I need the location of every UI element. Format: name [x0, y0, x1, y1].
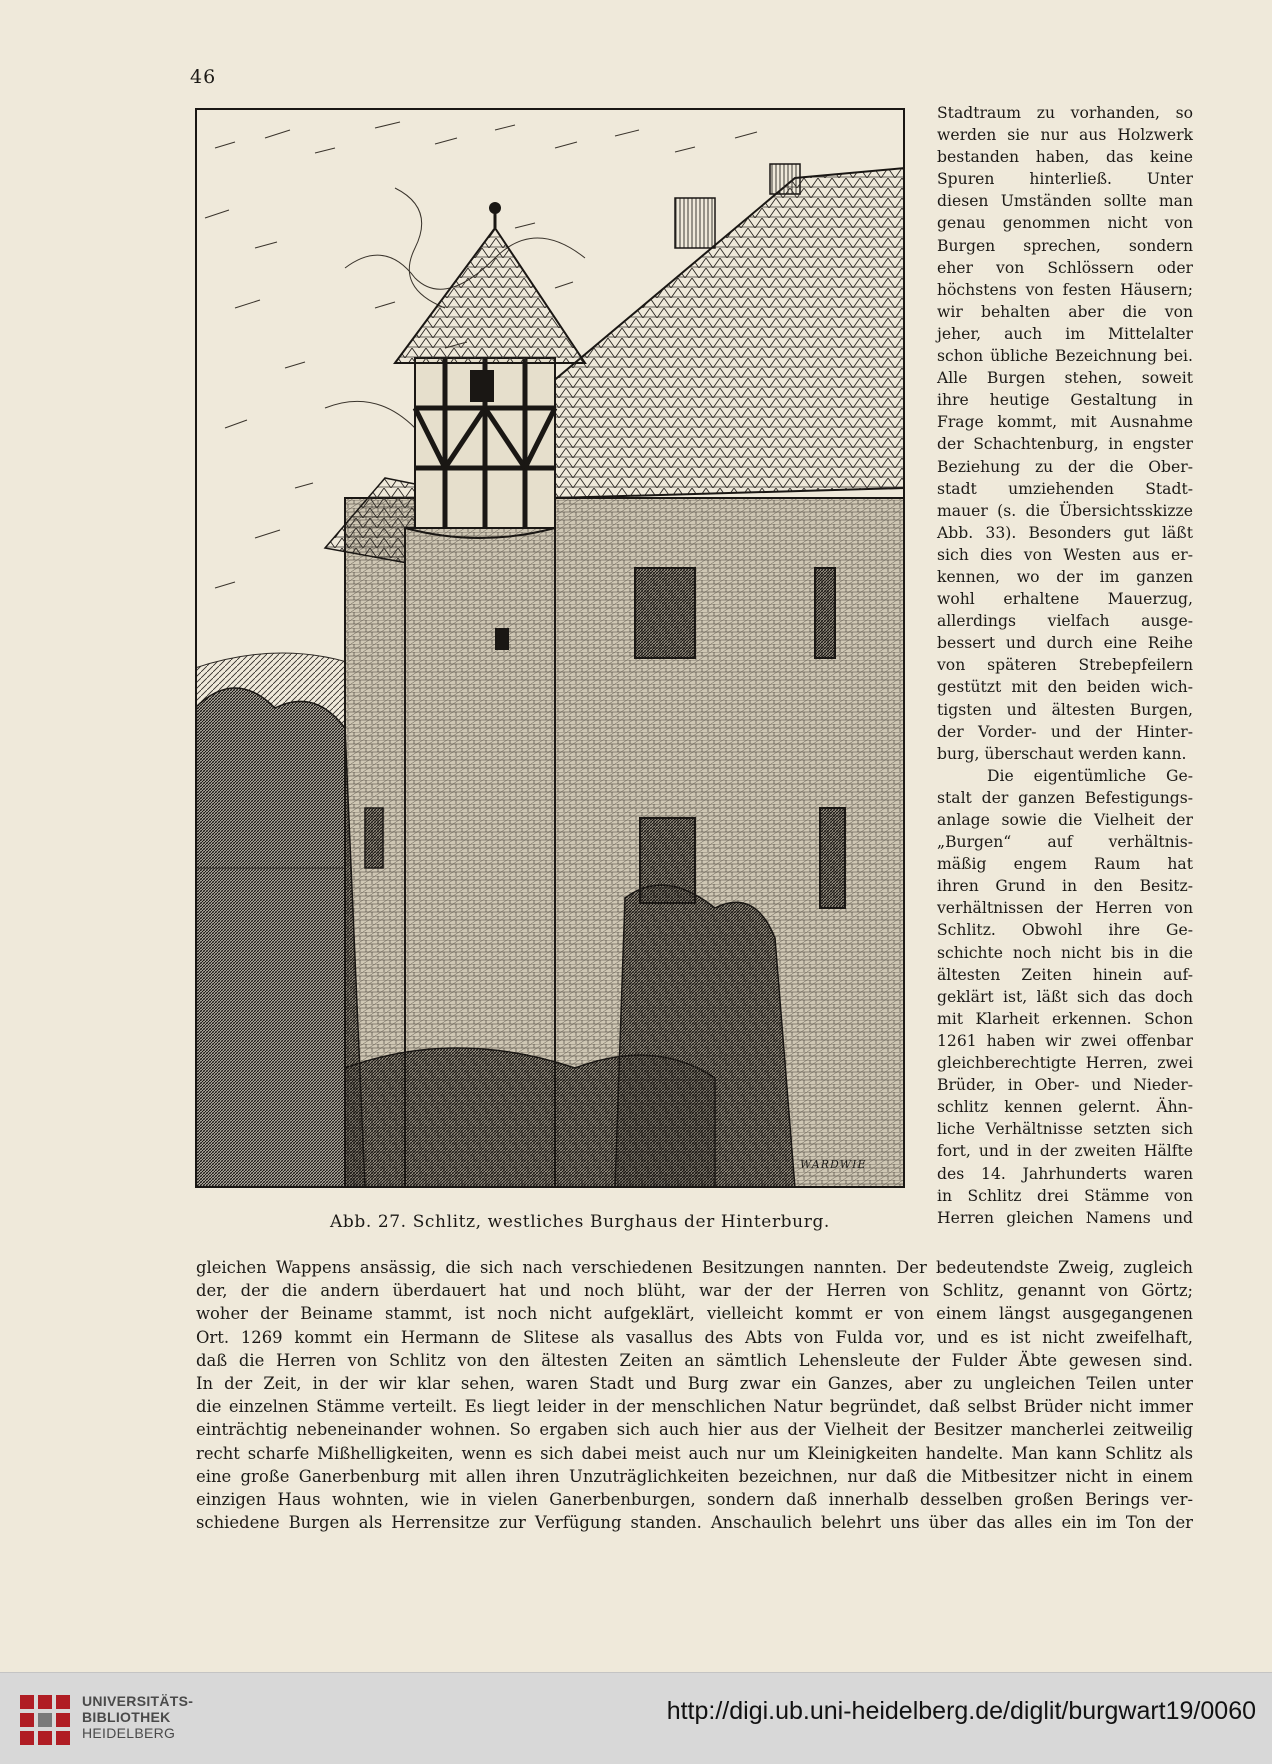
text-line: bestanden haben, das keine [937, 148, 1193, 167]
university-library-logo-icon [18, 1693, 72, 1747]
text-line: einträchtig nebeneinander wohnen. So ergaben sich auch hier aus der Vielheit der Besitzer mancherlei zeitweilig [196, 1420, 1193, 1440]
text-line: schiedene Burgen als Herrensitze zur Verfügung standen. Anschaulich belehrt uns über das alles ein im Ton der [196, 1513, 1193, 1533]
text-line: woher der Beiname stammt, ist noch nicht aufgeklärt, vielleicht kommt er von einem längst ausgegangenen [196, 1304, 1193, 1324]
text-line: diesen Umständen sollte man [937, 192, 1193, 211]
text-line: liche Verhältnisse setzten sich [937, 1120, 1193, 1139]
permalink-url[interactable]: http://digi.ub.uni-heidelberg.de/diglit/burgwart19/0060 [666, 1697, 1256, 1725]
text-line: ihren Grund in den Besitz- [937, 877, 1193, 896]
text-line: 1261 haben wir zwei offenbar [937, 1031, 1193, 1050]
text-line: schlitz kennen gelernt. Ähn- [937, 1098, 1193, 1117]
text-line: wohl erhaltene Mauerzug, [937, 590, 1193, 609]
text-line: höchstens von festen Häusern; [937, 280, 1193, 299]
text-line: schon übliche Bezeichnung bei. [937, 347, 1193, 366]
text-line: jeher, auch im Mittelalter [937, 324, 1193, 343]
text-line: mauer (s. die Übersichtsskizze [937, 501, 1193, 520]
text-line: In der Zeit, in der wir klar sehen, waren Stadt und Burg zwar ein Ganzes, aber zu ungleichen Teilen unter [196, 1373, 1193, 1393]
text-line: Abb. 33). Besonders gut läßt [937, 523, 1193, 542]
text-line: Frage kommt, mit Ausnahme [937, 413, 1193, 432]
text-line: allerdings vielfach ausge- [937, 612, 1193, 631]
text-line: geklärt ist, läßt sich das doch [937, 987, 1193, 1006]
text-line: Die eigentümliche Ge- [987, 766, 1193, 785]
chimney-right [770, 164, 800, 194]
text-line: tigsten und ältesten Burgen, [937, 700, 1193, 719]
text-line: die einzelnen Stämme verteilt. Es liegt leider in der menschlichen Natur begründet, daß selbst Brüder nicht immer [196, 1397, 1193, 1417]
figure-caption: Abb. 27. Schlitz, westliches Burghaus der Hinterburg. [330, 1212, 830, 1232]
text-line: Schlitz. Obwohl ihre Ge- [937, 921, 1193, 940]
text-line: daß die Herren von Schlitz von den ältesten Zeiten an sämtlich Lehensleute der Fulder Äbte gewesen sind. [196, 1350, 1193, 1370]
castle-drawing [195, 108, 905, 1188]
text-line: verhältnissen der Herren von [937, 899, 1193, 918]
library-name-line: BIBLIOTHEK [82, 1709, 171, 1725]
text-line: Beziehung zu der die Ober- [937, 457, 1193, 476]
text-line: der, der die andern überdauert hat und noch blüht, war der der Herren von Schlitz, genannt von Görtz; [196, 1281, 1193, 1301]
artist-signature: WARDWIE [800, 1158, 867, 1171]
text-line: werden sie nur aus Holzwerk [937, 126, 1193, 145]
text-line: stadt umziehenden Stadt- [937, 479, 1193, 498]
library-name [82, 1693, 193, 1741]
library-name-line: UNIVERSITÄTS- [82, 1693, 194, 1709]
text-line: stalt der ganzen Befestigungs- [937, 788, 1193, 807]
text-line: gleichen Wappens ansässig, die sich nach verschiedenen Besitzungen nannten. Der bedeutendste Zweig, zugleich [196, 1258, 1193, 1277]
text-line: ältesten Zeiten hinein auf- [937, 965, 1193, 984]
full-width-text [196, 1256, 1193, 1534]
text-line: eher von Schlössern oder [937, 258, 1193, 277]
tree-left [195, 688, 365, 1188]
text-line: bessert und durch eine Reihe [937, 634, 1193, 653]
text-line: „Burgen“ auf verhältnis- [937, 833, 1193, 852]
text-line: Stadtraum zu vorhanden, so [937, 104, 1193, 122]
text-line: kennen, wo der im ganzen [937, 567, 1193, 586]
text-line: Spuren hinterließ. Unter [937, 170, 1193, 189]
text-line: Burgen sprechen, sondern [937, 236, 1193, 255]
text-line: von späteren Strebepfeilern [937, 656, 1193, 675]
text-line: eine große Ganerbenburg mit allen ihren Unzuträglichkeiten bezeichnen, nur daß die Mitbesitzer nicht in einem [196, 1466, 1193, 1486]
text-line: Brüder, in Ober- und Nieder- [937, 1076, 1193, 1095]
text-line: ihre heutige Gestaltung in [937, 391, 1193, 410]
text-line: in Schlitz drei Stämme von [937, 1186, 1193, 1205]
library-name-line: HEIDELBERG [82, 1725, 176, 1741]
text-line: Alle Burgen stehen, soweit [937, 369, 1193, 388]
chimney-left [675, 198, 715, 248]
text-line: burg, überschaut werden kann. [937, 744, 1187, 763]
text-line: anlage sowie die Vielheit der [937, 811, 1193, 829]
tower-window [470, 370, 494, 402]
text-line: wir behalten aber die von [937, 302, 1193, 321]
right-text-column [937, 102, 1193, 1229]
foreground-shrubs [345, 1048, 715, 1188]
text-line: gleichberechtigte Herren, zwei [937, 1054, 1193, 1073]
text-line: schichte noch nicht bis in die [937, 943, 1193, 962]
page-number: 46 [190, 66, 217, 88]
viewer-footer [0, 1672, 1272, 1764]
text-line: des 14. Jahrhunderts waren [937, 1164, 1193, 1183]
text-line: der Schachtenburg, in engster [937, 435, 1193, 454]
text-line: einzigen Haus wohnten, wie in vielen Ganerbenburgen, sondern daß innerhalb desselben großen Berings ver- [196, 1489, 1193, 1509]
text-line: Herren gleichen Namens und [937, 1208, 1193, 1227]
text-line: sich dies von Westen aus er- [937, 545, 1193, 564]
tower-slit-window [495, 628, 509, 650]
text-line: Ort. 1269 kommt ein Hermann de Slitese als vasallus des Abts von Fulda vor, und es ist nicht zweifelhaft, [196, 1327, 1193, 1347]
castle-illustration [195, 108, 905, 1188]
text-line: recht scharfe Mißhelligkeiten, wenn es sich dabei meist auch nur um Kleinigkeiten handelte. Man kann Schlitz als [196, 1443, 1193, 1463]
text-line: mäßig engem Raum hat [937, 855, 1193, 874]
text-line: genau genommen nicht von [937, 214, 1193, 233]
text-line: der Vorder- und der Hinter- [937, 722, 1193, 741]
text-line: mit Klarheit erkennen. Schon [937, 1009, 1193, 1028]
text-line: fort, und in der zweiten Hälfte [937, 1142, 1193, 1161]
text-line: gestützt mit den beiden wich- [937, 678, 1193, 697]
